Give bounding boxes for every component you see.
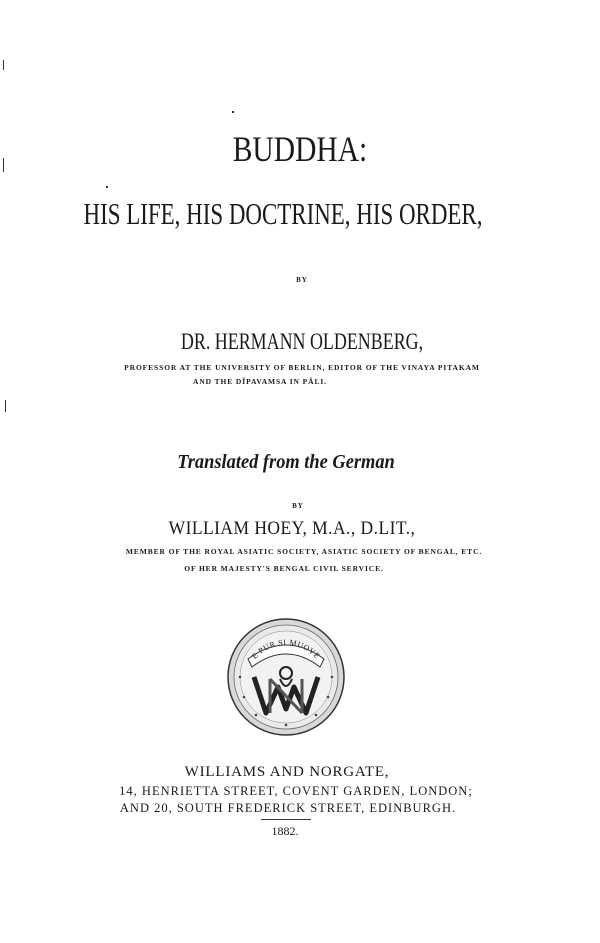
author-description-line-2: AND THE DÎPAVAMSA IN PÂLI. <box>193 377 327 386</box>
divider-rule <box>261 819 311 820</box>
translator-name: WILLIAM HOEY, M.A., D.LIT., <box>168 518 416 539</box>
author-description-line-1: PROFESSOR AT THE UNIVERSITY OF BERLIN, EDITOR OF THE VINAYA PITAKAM <box>124 363 480 372</box>
scan-speck <box>232 111 234 113</box>
translator-description-line-2: OF HER MAJESTY'S BENGAL CIVIL SERVICE. <box>184 564 384 573</box>
translated-note: Translated from the German <box>177 451 395 473</box>
publisher-address-line-2: AND 20, SOUTH FREDERICK STREET, EDINBURGH. <box>119 801 457 815</box>
publisher-seal-icon <box>226 617 346 737</box>
by-label-translator: BY <box>292 502 304 510</box>
scan-speck <box>106 186 108 188</box>
scan-speck <box>5 400 6 412</box>
publication-year: 1882. <box>271 824 299 838</box>
by-label: BY <box>296 276 308 284</box>
publisher-address-line-1: 14, HENRIETTA STREET, COVENT GARDEN, LONDON; <box>119 784 473 798</box>
book-title: BUDDHA: <box>232 129 368 169</box>
author-name: DR. HERMANN OLDENBERG, <box>180 329 424 354</box>
scan-speck <box>3 158 4 172</box>
publisher-name: WILLIAMS AND NORGATE, <box>184 764 390 780</box>
book-subtitle: HIS LIFE, HIS DOCTRINE, HIS ORDER, <box>83 196 483 231</box>
seal-motto: E PUR SI MUOVE <box>250 637 322 661</box>
scan-speck <box>3 60 4 70</box>
translator-description-line-1: MEMBER OF THE ROYAL ASIATIC SOCIETY, ASIATIC SOCIETY OF BENGAL, ETC. <box>125 547 483 556</box>
